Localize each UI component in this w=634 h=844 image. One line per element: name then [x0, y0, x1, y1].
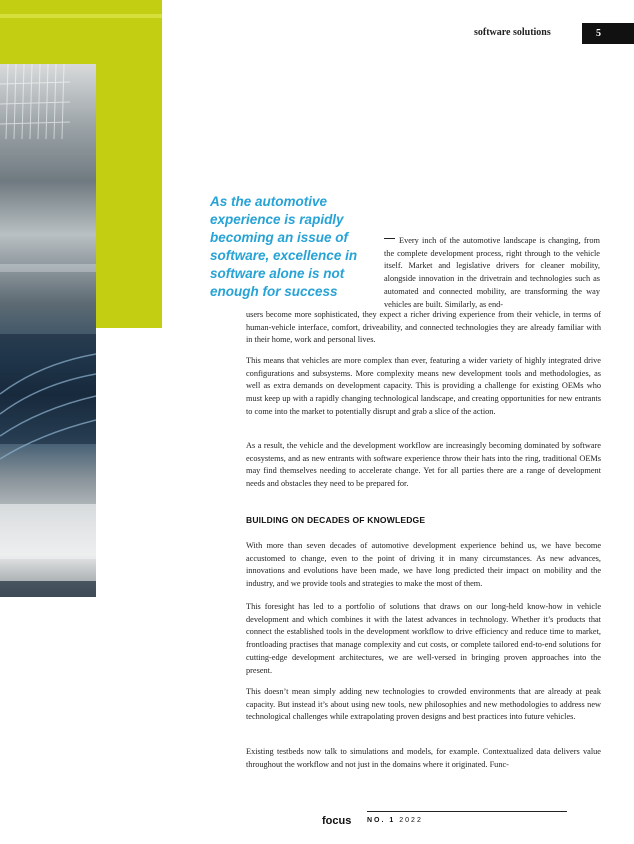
pull-quote: As the automotive experience is rapidly becoming an issue of software, excellence in software alone is not enough for success: [210, 194, 358, 299]
dash-mark: [384, 238, 395, 239]
issue-number: 1: [389, 817, 396, 824]
focus-logo: focus: [322, 815, 352, 827]
photo-illustration: [0, 64, 96, 597]
section-title: software solutions: [474, 27, 551, 38]
paragraph-3: As a result, the vehicle and the development workflow are increasingly becoming dominated by software ecosystems, and as new entrants with software experience throw their hats into the ring, traditional OEMs may find themselves needing to accelerate change. Yet for all parties there are a range of development needs and obstacles they need to be prepared for.: [246, 441, 601, 489]
section-heading: BUILDING ON DECADES OF KNOWLEDGE: [246, 515, 426, 525]
intro-paragraph: [384, 235, 600, 311]
paragraph-2: This means that vehicles are more complex than ever, featuring a wider variety of highly integrated drive configurations and subsystems. More complexity means new development tools and methodologies, as well as extra demands on development capacity. This is providing a challenge for existing OEMs who must keep up with a rapidly changing technological landscape, and creating opportunities for new entrants to come into the market to potentially disrupt and grab a slice of the action.: [246, 356, 601, 416]
lime-side-block: [96, 64, 162, 328]
paragraph-6: This doesn’t mean simply adding new technologies to crowded environments that are already at peak capacity. But instead it’s about using new tools, new philosophies and new methodologies to address new technological challenges while extrapolating proven designs and best practices into future vehicles.: [246, 687, 601, 722]
paragraph-4: With more than seven decades of automotive development experience behind us, we have become accustomed to change, even to the point of driving it in many circumstances. As new advances, innovations and evolutions have been made, we have long predicted their impact on mobility and the industry, and we provide tools and strategies to make the most of them.: [246, 541, 601, 589]
lime-stripe: [0, 14, 162, 18]
issue-label: [367, 817, 423, 824]
paragraph-1-continued: users become more sophisticated, they expect a richer driving experience from their vehicle, in terms of human-vehicle interface, comfort, driveability, and connected technologies they are already familiar with in their home, work and personal lives.: [246, 310, 601, 345]
page-number: 5: [582, 23, 634, 44]
automotive-photo: [0, 64, 96, 597]
lime-top-block: [0, 0, 162, 64]
footer-rule: [367, 811, 567, 812]
intro-column: [384, 235, 600, 311]
paragraph-7: Existing testbeds now talk to simulations and models, for example. Contextualized data delivers value throughout the workflow and not just in the domains where it originated. Func-: [246, 747, 601, 769]
issue-prefix: NO.: [367, 817, 386, 824]
issue-year: 2022: [399, 817, 423, 824]
intro-text: Every inch of the automotive landscape is changing, from the complete development process, right through to the vehicle itself. Market and legislative drivers for cleaner mobility, alongside innovation in the drivetrain and technologies such as automated and connected mobility, are transforming the way vehicles are built. Similarly, as end-: [384, 236, 600, 309]
paragraph-5: This foresight has led to a portfolio of solutions that draws on our long-held know-how in vehicle development and which combines it with the latest advances in technology. Whether it’s products that connect the established tools in the development workflow to drive efficiency and reduce time to market, frontloading practises that manage complexity and cut costs, or complete tailored end-to-end solutions for cutting-edge development architectures, we are well-versed in bringing proven approaches into the present.: [246, 602, 601, 675]
